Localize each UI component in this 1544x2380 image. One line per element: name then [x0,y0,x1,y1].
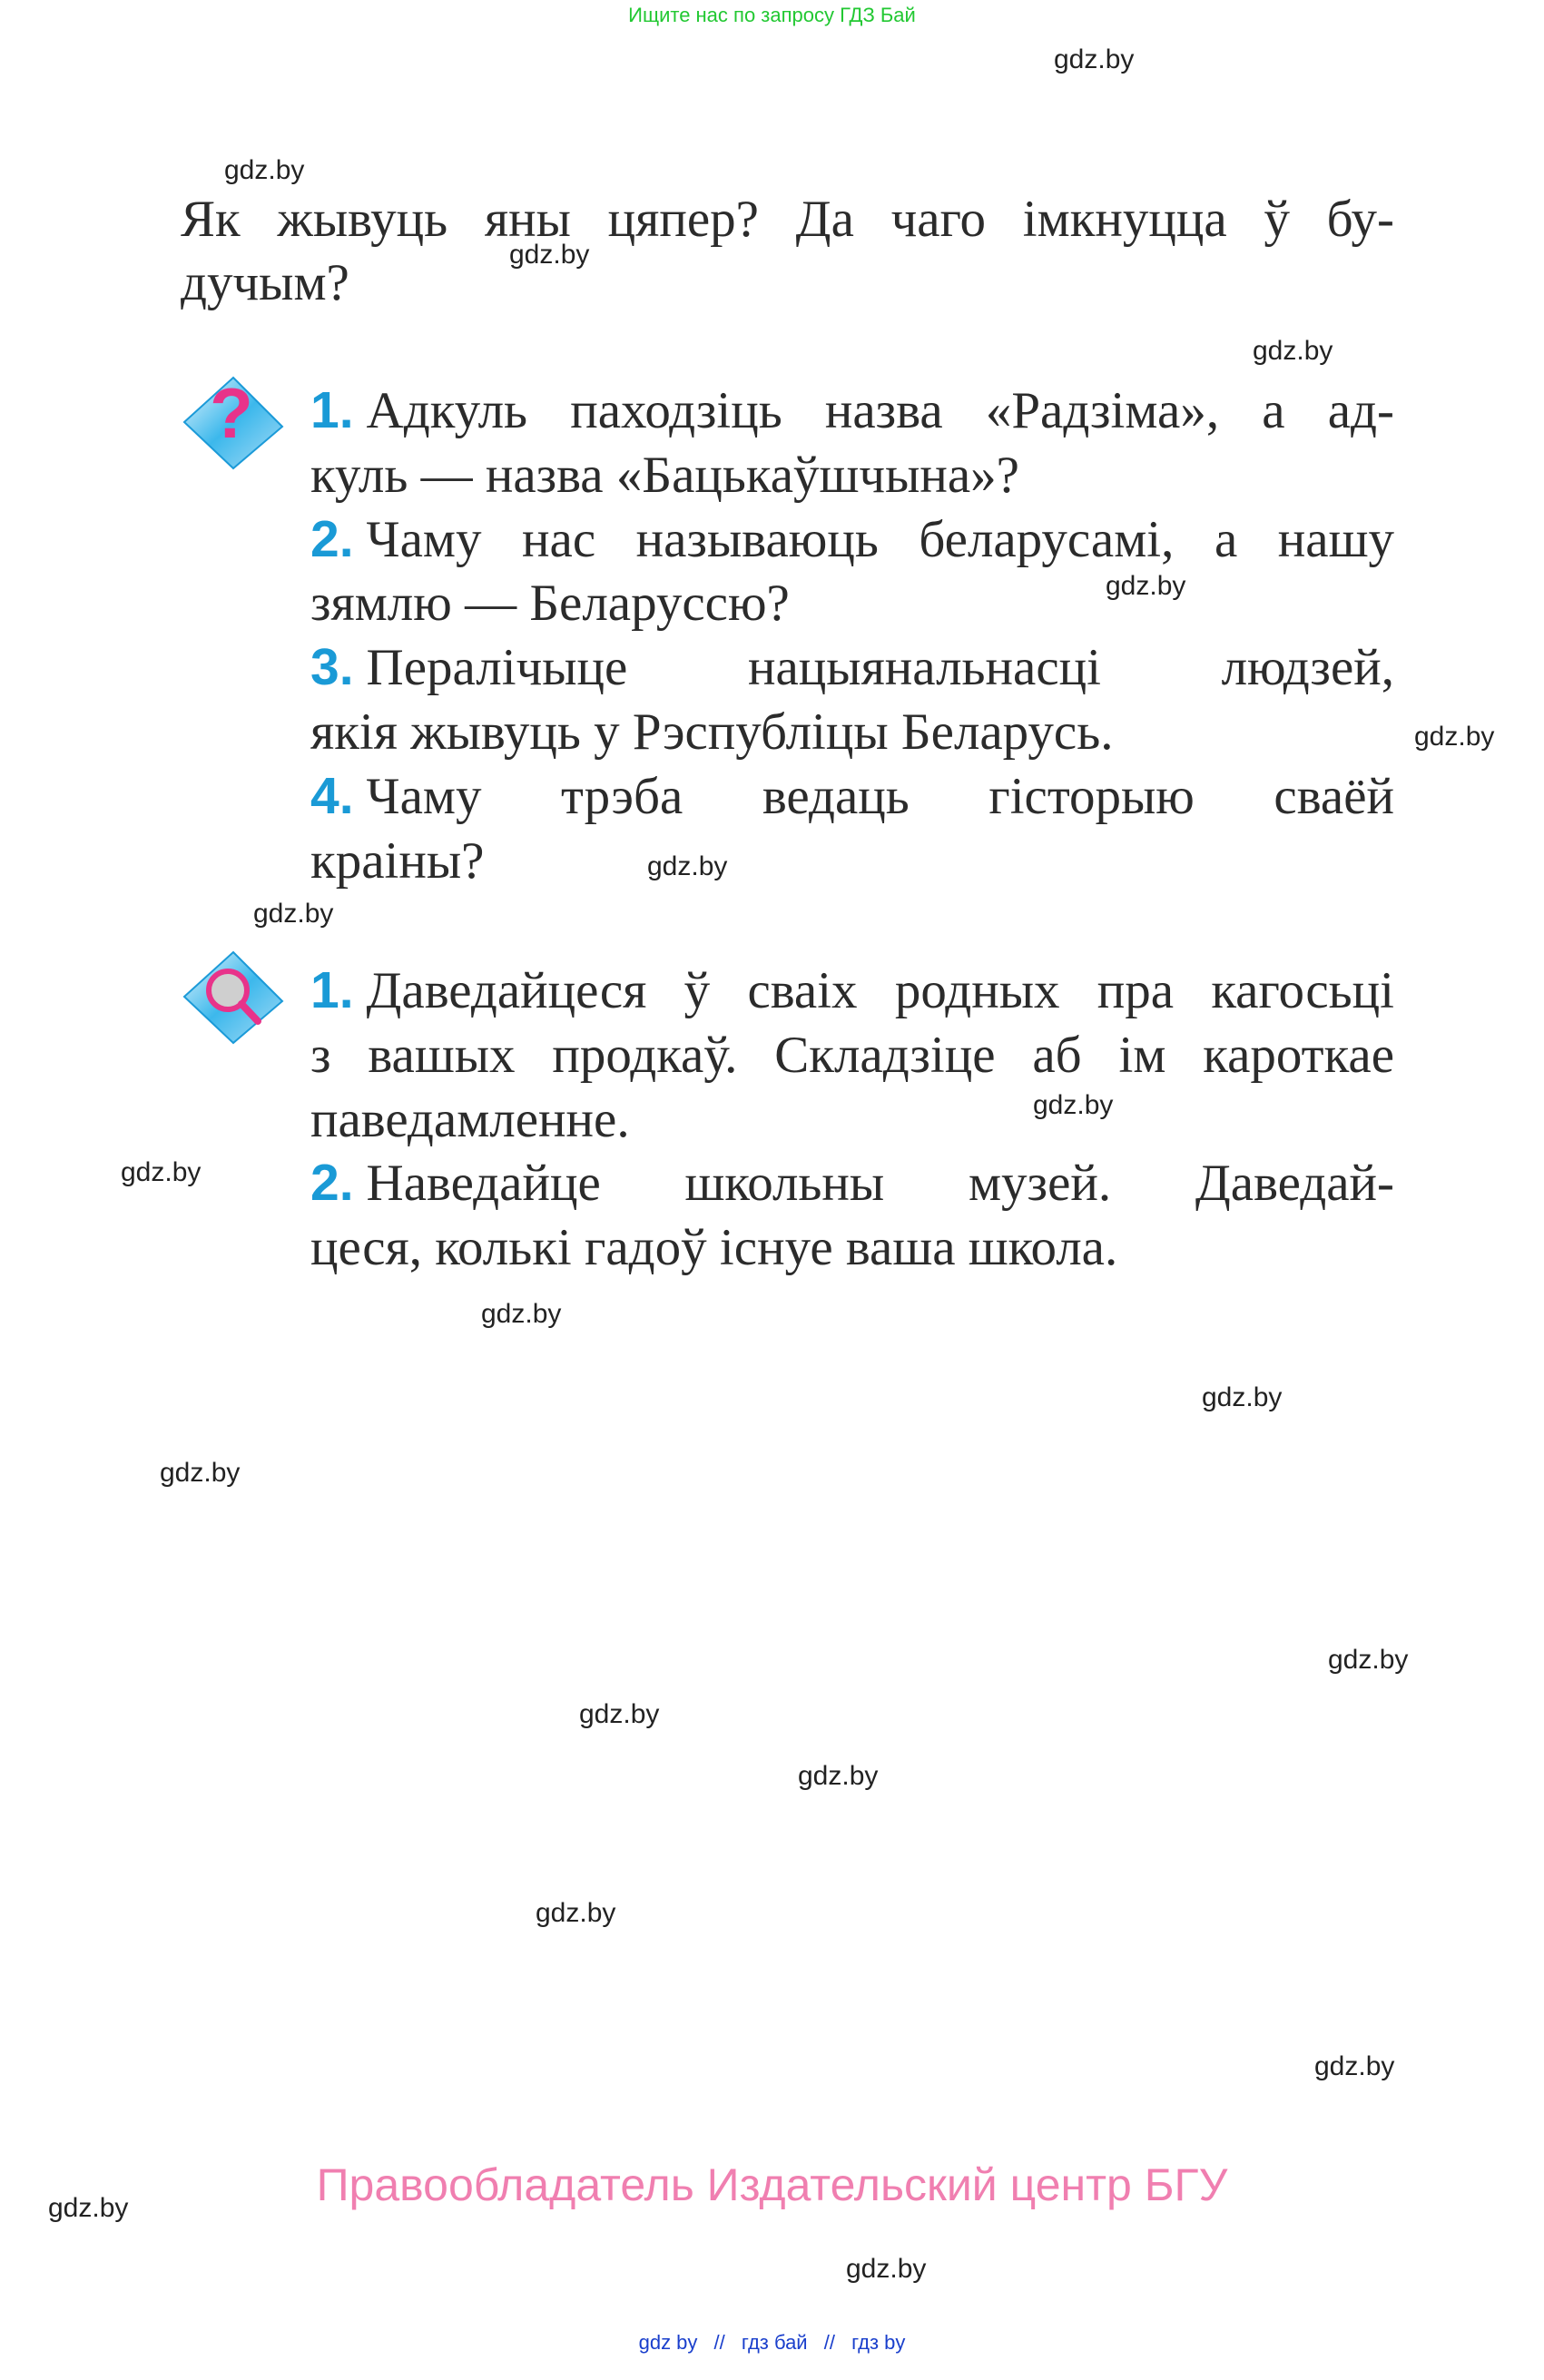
item-text: зямлю — Беларуссю? [310,575,790,633]
watermark: gdz.by [481,1299,562,1329]
item-number: 3. [310,638,354,697]
separator: // [823,2331,835,2354]
item-number: 2. [310,509,354,568]
item-number: 2. [310,1154,354,1213]
item-text: паведамленне. [310,1090,630,1148]
watermark: gdz.by [1106,571,1186,601]
magnifier-book-icon [181,947,288,1047]
copyright-footer: Правообладатель Издательский центр БГУ [316,2159,1228,2210]
separator: // [713,2331,725,2354]
link-gdz-by-cyr[interactable]: гдз by [851,2331,906,2354]
question-book-icon [181,372,288,472]
item-text: Наведайце школьны музей. Даведай- [366,1155,1394,1213]
watermark: gdz.by [48,2193,129,2223]
bottom-links [0,2331,1544,2355]
link-gdz-by[interactable]: gdz by [638,2331,698,2354]
link-gdz-bai[interactable]: гдз бай [741,2331,808,2354]
tasks-item-2-line [310,1215,1394,1280]
svg-text:?: ? [210,373,253,453]
intro-line: Як жывуць яны цяпер? Да чаго імкнуцца ў бу- [181,191,1394,248]
watermark: gdz.by [1253,336,1333,366]
watermark: gdz.by [160,1458,241,1488]
questions-item-2-line [310,571,1394,635]
watermark: gdz.by [253,899,334,929]
item-text: краіны? [310,831,485,890]
item-text: якія жывуць у Рэспубліцы Беларусь. [310,703,1114,761]
watermark: gdz.by [1202,1382,1283,1412]
watermark: gdz.by [846,2254,927,2284]
tasks-item-1-line [310,1087,1394,1152]
watermark: gdz.by [1328,1645,1409,1675]
questions-item-4-line [310,829,1394,893]
questions-item-2-line [310,507,1394,572]
questions-item-3-line [310,700,1394,764]
tasks-item-1-line [310,959,1394,1023]
questions-item-3-line [310,635,1394,700]
watermark: gdz.by [1314,2051,1395,2081]
item-text: Адкуль паходзіць назва «Радзіма», а ад- [366,382,1394,439]
watermark: gdz.by [1414,722,1495,752]
item-text: Чаму трэба ведаць гісторыю сваёй [366,767,1394,825]
search-hint: Ищите нас по запросу ГДЗ Бай [628,4,916,26]
tasks-item-2-line [310,1151,1394,1215]
tasks-item-1-line [310,1023,1394,1087]
watermark: gdz.by [509,240,590,270]
item-number: 1. [310,961,354,1019]
watermark: gdz.by [647,851,728,881]
watermark: gdz.by [1054,44,1135,74]
item-text: Чаму нас называюць беларусамі, а нашу [366,510,1394,568]
watermark: gdz.by [1033,1090,1114,1120]
watermark: gdz.by [536,1898,616,1928]
questions-item-1-line [310,443,1394,507]
item-text: куль — назва «Бацькаўшчына»? [310,446,1019,504]
questions-item-4-line [310,764,1394,829]
item-text: цеся, колькі гадоў існуе ваша школа. [310,1219,1118,1277]
item-text: Даведайцеся ў сваіх родных пра кагосьці [366,962,1394,1019]
item-number: 4. [310,766,354,825]
watermark: gdz.by [121,1157,202,1187]
watermark: gdz.by [224,155,305,185]
item-text: Пералічыце нацыянальнасці людзей, [366,639,1394,697]
intro-line: дучым? [181,254,349,311]
item-number: 1. [310,381,354,439]
item-text: з вашых продкаў. Складзіце аб ім кароткае [310,1026,1394,1084]
watermark: gdz.by [798,1761,879,1791]
questions-item-1-line [310,379,1394,443]
watermark: gdz.by [579,1699,660,1729]
